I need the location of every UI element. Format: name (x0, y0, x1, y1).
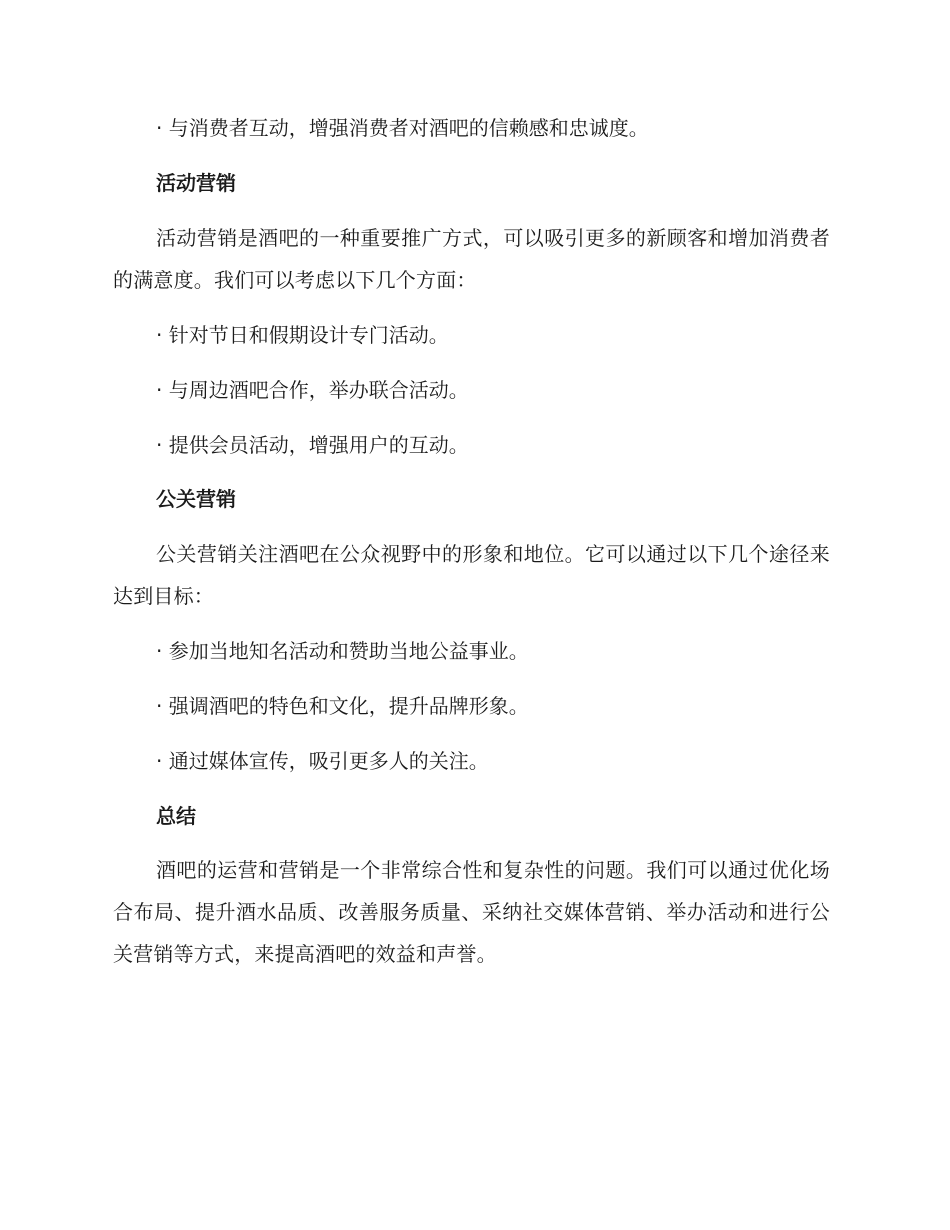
bullet-item: · 针对节日和假期设计专门活动。 (156, 323, 449, 347)
bullet-item: · 参加当地知名活动和赞助当地公益事业。 (156, 639, 529, 663)
bullet-item: · 与消费者互动，增强消费者对酒吧的信赖感和忠诚度。 (156, 116, 649, 140)
bullet-item: · 强调酒吧的特色和文化，提升品牌形象。 (156, 694, 529, 718)
bullet-item: · 提供会员活动，增强用户的互动。 (156, 433, 469, 457)
body-paragraph: 酒吧的运营和营销是一个非常综合性和复杂性的问题。我们可以通过优化场合布局、提升酒水品质、改善服务质量、采纳社交媒体营销、举办活动和进行公关营销等方式，来提高酒吧的效益和声誉。 (113, 858, 830, 966)
body-paragraph: 公关营销关注酒吧在公众视野中的形象和地位。它可以通过以下几个途径来达到目标： (113, 542, 830, 608)
body-paragraph: 活动营销是酒吧的一种重要推广方式，可以吸引更多的新顾客和增加消费者的满意度。我们可以考虑以下几个方面： (113, 226, 830, 292)
section-heading: 活动营销 (156, 171, 236, 195)
section-heading: 总结 (156, 804, 196, 828)
bullet-item: · 通过媒体宣传，吸引更多人的关注。 (156, 749, 489, 773)
bullet-item: · 与周边酒吧合作，举办联合活动。 (156, 378, 469, 402)
section-heading: 公关营销 (156, 487, 236, 511)
